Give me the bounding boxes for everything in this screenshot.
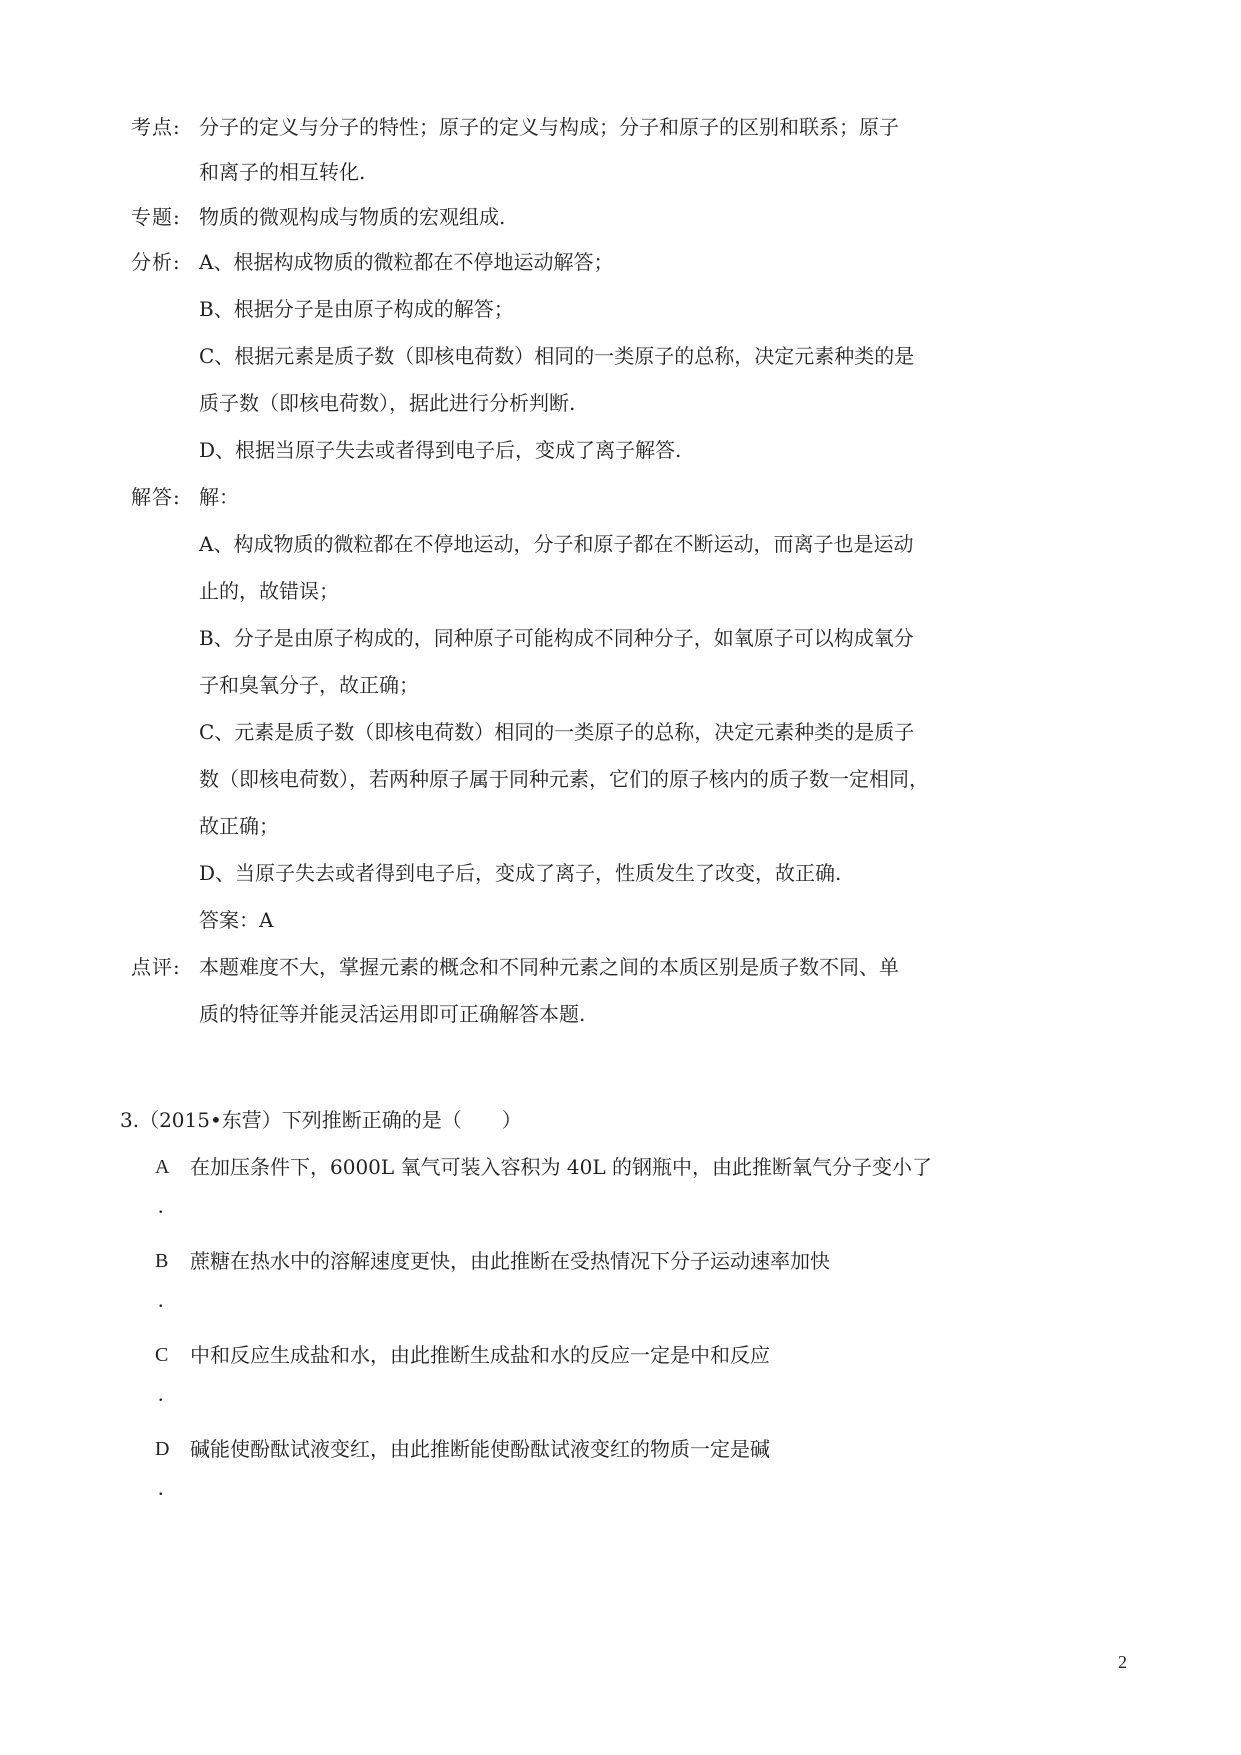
zhuanti-label: 专题:: [131, 205, 181, 229]
jieda-block: [0, 477, 1241, 517]
fenxi-line: C、根据元素是质子数（即核电荷数）相同的一类原子的总称，决定元素种类的是: [199, 344, 915, 368]
kaodian-block-cont: [0, 152, 1241, 192]
fenxi-line: B、根据分子是由原子构成的解答；: [199, 297, 514, 321]
jieda-row: [0, 571, 1241, 611]
kaodian-line: 分子的定义与分子的特性；原子的定义与构成；分子和原子的区别和联系；原子: [199, 115, 899, 139]
option-dot: .: [158, 1193, 164, 1218]
fenxi-row: [0, 289, 1241, 329]
option-d: [0, 1429, 1241, 1469]
option-dot: .: [158, 1381, 164, 1406]
option-b: [0, 1241, 1241, 1281]
jieda-row: [0, 524, 1241, 564]
fenxi-row: [0, 430, 1241, 470]
answer-line: 答案：A: [199, 908, 274, 932]
jieda-row: [0, 665, 1241, 705]
jieda-line: D、当原子失去或者得到电子后，变成了离子，性质发生了改变，故正确.: [199, 861, 842, 885]
option-c: [0, 1335, 1241, 1375]
jieda-row: [0, 853, 1241, 893]
zhuanti-block: [0, 197, 1241, 237]
jieda-label: 解答:: [131, 485, 181, 509]
fenxi-line: D、根据当原子失去或者得到电子后，变成了离子解答.: [199, 438, 682, 462]
jieda-row: [0, 806, 1241, 846]
option-text: 碱能使酚酞试液变红，由此推断能使酚酞试液变红的物质一定是碱: [190, 1437, 770, 1461]
option-dot: .: [158, 1475, 164, 1500]
option-a: [0, 1147, 1241, 1187]
fenxi-line: A、根据构成物质的微粒都在不停地运动解答；: [199, 250, 614, 274]
jieda-row: [0, 759, 1241, 799]
option-a-dot-row: [0, 1194, 1241, 1234]
kaodian-block: [0, 107, 1241, 147]
option-letter: D: [155, 1438, 170, 1460]
option-text: 中和反应生成盐和水，由此推断生成盐和水的反应一定是中和反应: [190, 1343, 770, 1367]
jieda-line: B、分子是由原子构成的，同种原子可能构成不同种分子，如氧原子可以构成氧分: [199, 626, 914, 650]
option-text: 在加压条件下，6000L 氧气可装入容积为 40L 的钢瓶中，由此推断氧气分子变小了: [190, 1155, 932, 1179]
dianping-row: [0, 994, 1241, 1034]
jieda-line: 解：: [199, 485, 239, 509]
kaodian-label: 考点:: [131, 115, 181, 139]
jieda-line: 止的，故错误；: [199, 579, 339, 603]
option-letter: C: [155, 1344, 169, 1366]
jieda-row: [0, 712, 1241, 752]
jieda-line: 数（即核电荷数），若两种原子属于同种元素，它们的原子核内的质子数一定相同，: [199, 767, 929, 791]
option-b-dot-row: [0, 1288, 1241, 1328]
dianping-label: 点评:: [131, 955, 181, 979]
option-dot: .: [158, 1287, 164, 1312]
fenxi-row: [0, 336, 1241, 376]
jieda-line: 子和臭氧分子，故正确；: [199, 673, 419, 697]
dianping-line: 本题难度不大，掌握元素的概念和不同种元素之间的本质区别是质子数不同、单: [199, 955, 899, 979]
question-stem-text: 3.（2015•东营）下列推断正确的是（ ）: [120, 1108, 522, 1132]
fenxi-block: [0, 242, 1241, 282]
jieda-line: A、构成物质的微粒都在不停地运动，分子和原子都在不断运动，而离子也是运动: [199, 532, 914, 556]
zhuanti-line: 物质的微观构成与物质的宏观组成.: [199, 205, 506, 229]
option-letter: A: [155, 1156, 170, 1178]
fenxi-line: 质子数（即核电荷数），据此进行分析判断.: [199, 391, 576, 415]
option-text: 蔗糖在热水中的溶解速度更快，由此推断在受热情况下分子运动速率加快: [190, 1249, 830, 1273]
jieda-row: [0, 900, 1241, 940]
option-d-dot-row: [0, 1476, 1241, 1516]
option-letter: B: [155, 1250, 169, 1272]
fenxi-label: 分析:: [131, 250, 181, 274]
jieda-line: C、元素是质子数（即核电荷数）相同的一类原子的总称，决定元素种类的是质子: [199, 720, 915, 744]
option-c-dot-row: [0, 1382, 1241, 1422]
page-number: 2: [1118, 1652, 1127, 1672]
jieda-line: 故正确；: [199, 814, 279, 838]
dianping-block: [0, 947, 1241, 987]
question-stem: [0, 1100, 1241, 1140]
dianping-line: 质的特征等并能灵活运用即可正确解答本题.: [199, 1002, 586, 1026]
kaodian-line: 和离子的相互转化.: [199, 160, 366, 184]
jieda-row: [0, 618, 1241, 658]
fenxi-row: [0, 383, 1241, 423]
